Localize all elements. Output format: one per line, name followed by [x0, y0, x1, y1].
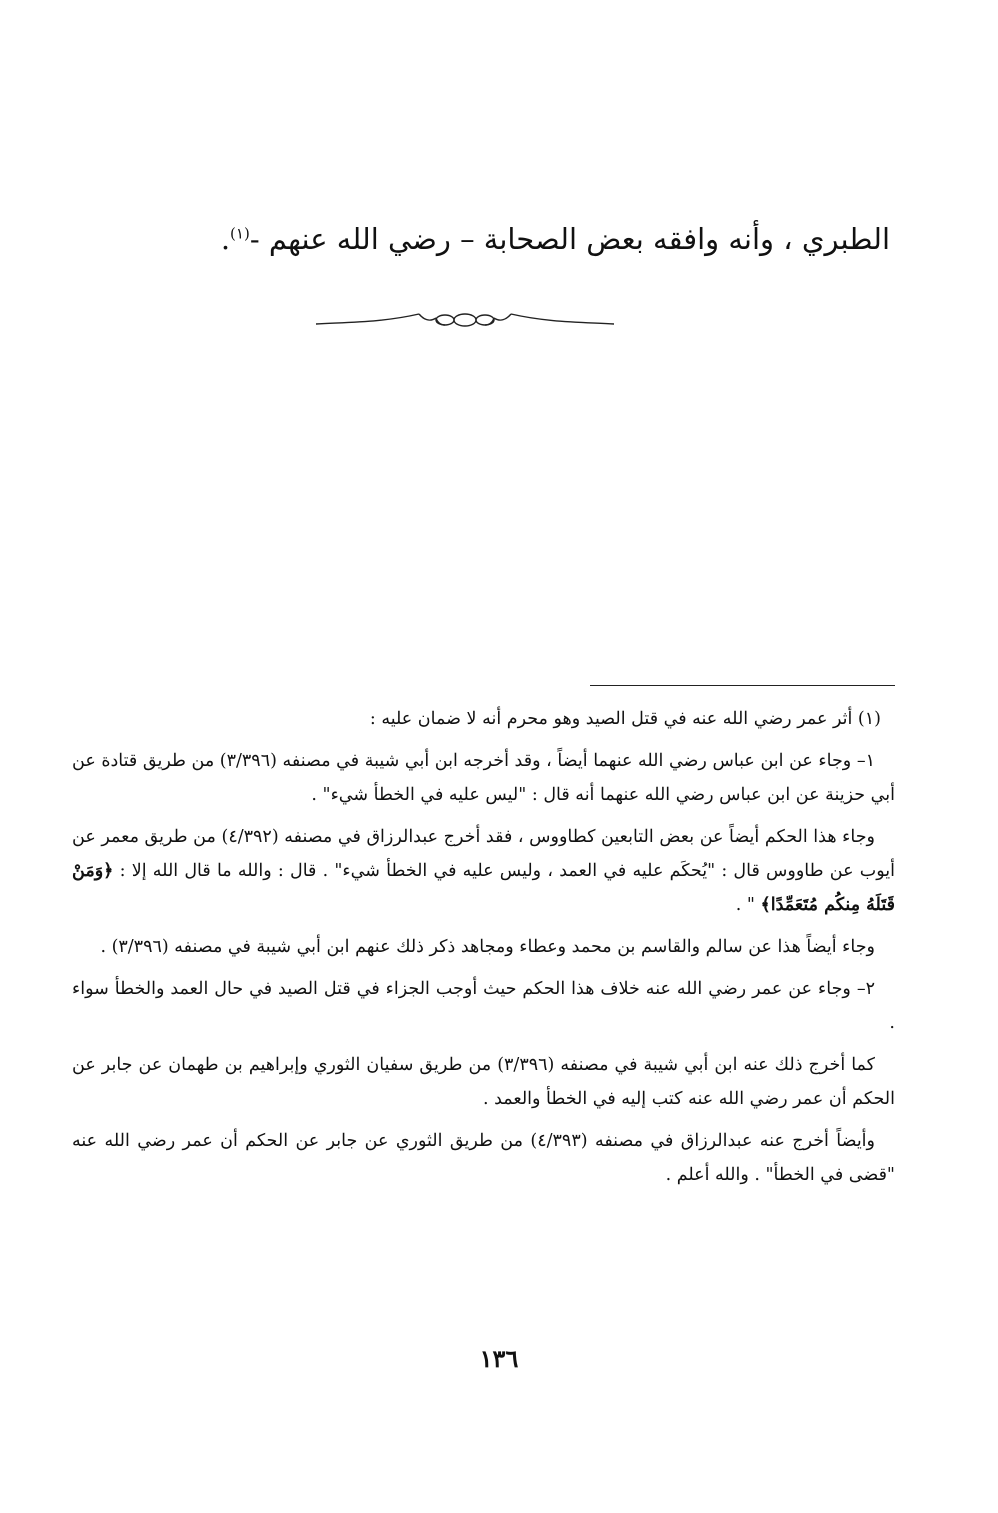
main-text: الطبري ، وأنه وافقه بعض الصحابة – رضي الله عنهم -: [249, 222, 890, 256]
main-text-end: .: [220, 222, 231, 256]
quran-quote: ﴿وَمَنْ قَتَلَهُ مِنكُم مُتَعَمِّدًا﴾: [72, 861, 895, 915]
footnote-paragraph-1: ١– وجاء عن ابن عباس رضي الله عنهما أيضاً ، وقد أخرجه ابن أبي شيبة في مصنفه (٣/٣٩٦) من طريق قتادة عن أبي حزينة عن ابن عباس رضي الله عنهما أنه قال : "ليس عليه في الخطأ شيء" .: [72, 751, 895, 805]
footnote-paragraph-3: وجاء أيضاً هذا عن سالم والقاسم بن محمد وعطاء ومجاهد ذكر ذلك عنهم ابن أبي شيبة في مصنفه (٣/٣٩٦) .: [100, 937, 875, 957]
footnotes: [72, 702, 895, 1200]
footnote-separator: [590, 685, 895, 686]
footnote-paragraph-5: كما أخرج ذلك عنه ابن أبي شيبة في مصنفه (٣/٣٩٦) من طريق سفيان الثوري وإبراهيم بن طهمان عن جابر عن الحكم أن عمر رضي الله عنه كتب إليه في الخطأ والعمد .: [72, 1055, 895, 1109]
footnote-heading: (١) أثر عمر رضي الله عنه في قتل الصيد وهو محرم أنه لا ضمان عليه :: [369, 709, 881, 729]
main-text-line: [90, 218, 890, 260]
page-number: ١٣٦: [479, 1344, 519, 1373]
ornamental-divider-icon: [314, 300, 616, 340]
footnote-paragraph-2-text: وجاء هذا الحكم أيضاً عن بعض التابعين كطاووس ، فقد أخرج عبدالرزاق في مصنفه (٤/٣٩٢) من طريق معمر عن أيوب عن طاووس قال : "يُحكَم عليه في العمد ، وليس عليه في الخطأ شيء" . قال : والله ما قال الله إلا :: [72, 827, 895, 881]
footnote-paragraph-6: وأيضاً أخرج عنه عبدالرزاق في مصنفه (٤/٣٩٣) من طريق الثوري عن جابر عن الحكم أن عمر رضي الله عنه "قضى في الخطأ" . والله أعلم .: [72, 1131, 895, 1185]
footnote-paragraph-4: ٢– وجاء عن عمر رضي الله عنه خلاف هذا الحكم حيث أوجب الجزاء في قتل الصيد في حال العمد والخطأ سواء .: [72, 979, 895, 1033]
footnote-reference: (١): [230, 224, 250, 243]
footnote-paragraph-2: [72, 820, 895, 922]
footnote-paragraph-2-end: " .: [735, 895, 755, 915]
